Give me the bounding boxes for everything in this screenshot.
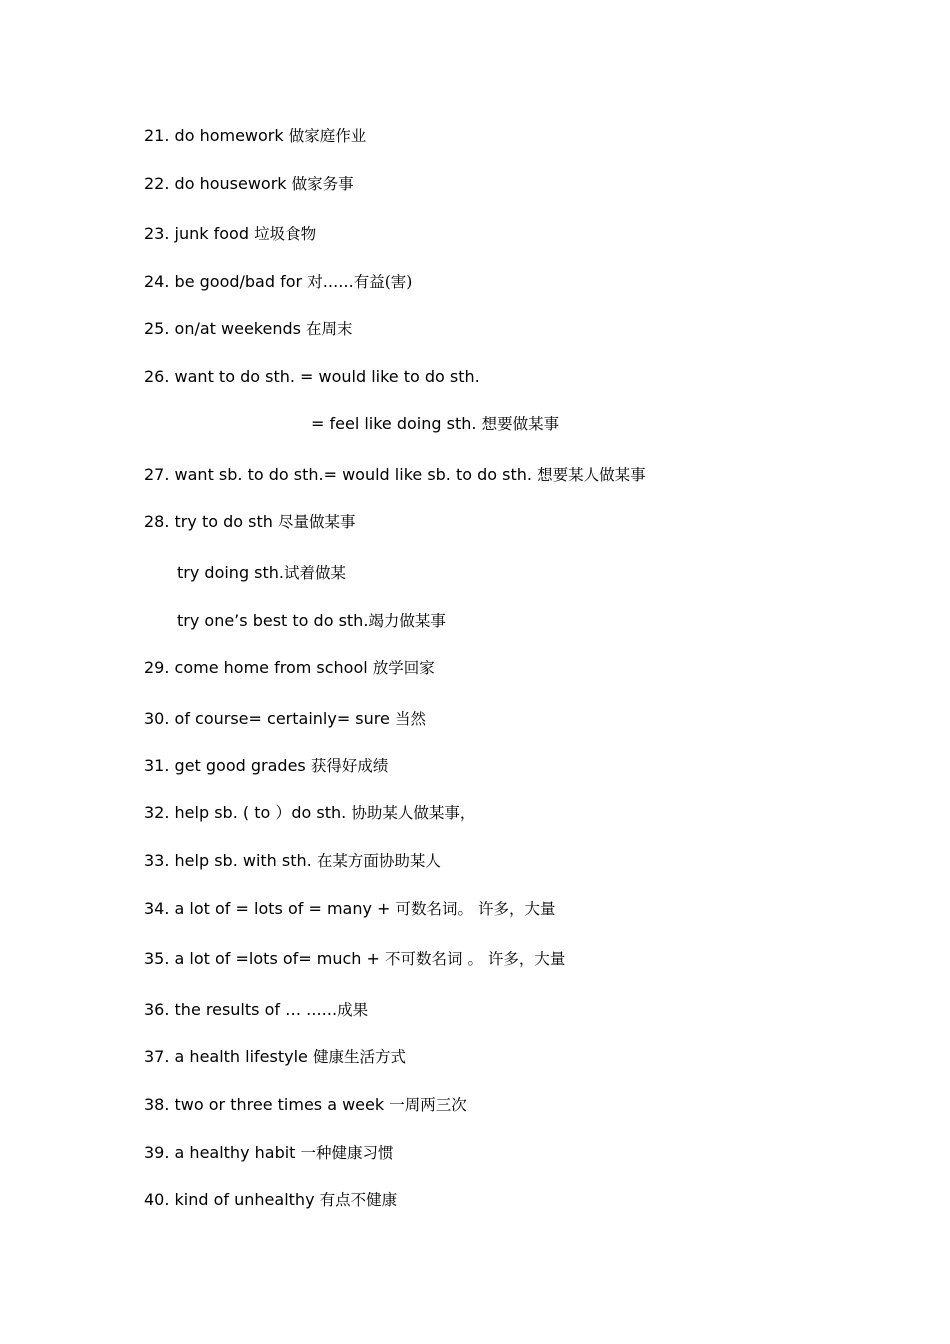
chinese-meaning: 可数名词。 许多，大量 bbox=[395, 900, 556, 918]
vocab-line-38 bbox=[144, 1095, 467, 1115]
chinese-meaning: 获得好成绩 bbox=[310, 757, 389, 775]
chinese-meaning: 在周末 bbox=[306, 320, 353, 338]
chinese-meaning: 放学回家 bbox=[372, 659, 435, 677]
chinese-meaning: 有点不健康 bbox=[319, 1191, 398, 1209]
vocab-line-25 bbox=[144, 319, 353, 339]
english-phrase: 25. on/at weekends bbox=[144, 319, 307, 338]
chinese-meaning: ……成果 bbox=[306, 1001, 369, 1019]
english-phrase: 36. the results of … bbox=[144, 1000, 307, 1019]
vocab-line-34 bbox=[144, 899, 555, 919]
chinese-meaning: 对……有益(害) bbox=[307, 273, 413, 291]
english-phrase: 29. come home from school bbox=[144, 658, 373, 677]
vocab-line-28-sub-1 bbox=[177, 563, 346, 583]
chinese-meaning: 试着做某 bbox=[284, 564, 347, 582]
vocab-line-28-sub-2 bbox=[177, 611, 446, 631]
vocab-line-36 bbox=[144, 1000, 368, 1020]
english-phrase: 35. a lot of =lots of= much + bbox=[144, 949, 386, 968]
english-phrase: 26. want to do sth. = would like to do sth. bbox=[144, 367, 480, 386]
english-phrase: 39. a healthy habit bbox=[144, 1143, 301, 1162]
english-phrase: 24. be good/bad for bbox=[144, 272, 308, 291]
vocab-line-26 bbox=[144, 367, 480, 387]
vocab-line-27 bbox=[144, 465, 646, 485]
english-phrase: = feel like doing sth. bbox=[311, 414, 482, 433]
chinese-meaning: 做家庭作业 bbox=[288, 127, 367, 145]
english-phrase: 37. a health lifestyle bbox=[144, 1047, 313, 1066]
english-phrase: 21. do homework bbox=[144, 126, 289, 145]
english-phrase: try doing sth. bbox=[177, 563, 285, 582]
vocab-line-22 bbox=[144, 174, 354, 194]
english-phrase: try one’s best to do sth. bbox=[177, 611, 369, 630]
vocab-line-23 bbox=[144, 224, 316, 244]
english-phrase: 23. junk food bbox=[144, 224, 255, 243]
chinese-meaning: 想要某人做某事 bbox=[537, 466, 646, 484]
english-phrase: 32. help sb. ( to ）do sth. bbox=[144, 803, 352, 822]
chinese-meaning: 不可数名词 。 许多，大量 bbox=[385, 950, 566, 968]
english-phrase: 38. two or three times a week bbox=[144, 1095, 390, 1114]
chinese-meaning: 一周两三次 bbox=[389, 1096, 467, 1114]
vocab-line-28 bbox=[144, 512, 355, 532]
english-phrase: 28. try to do sth bbox=[144, 512, 278, 531]
vocab-line-33 bbox=[144, 851, 441, 871]
vocab-line-32 bbox=[144, 803, 475, 823]
vocab-line-31 bbox=[144, 756, 388, 776]
chinese-meaning: 尽量做某事 bbox=[277, 513, 356, 531]
english-phrase: 27. want sb. to do sth.= would like sb. to do sth. bbox=[144, 465, 538, 484]
vocab-line-24 bbox=[144, 272, 412, 292]
chinese-meaning: 垃圾食物 bbox=[254, 225, 317, 243]
vocab-line-29 bbox=[144, 658, 435, 678]
vocab-line-26-continued bbox=[311, 414, 559, 434]
vocab-line-30 bbox=[144, 709, 426, 729]
vocab-line-39 bbox=[144, 1143, 394, 1163]
english-phrase: 40. kind of unhealthy bbox=[144, 1190, 320, 1209]
english-phrase: 22. do housework bbox=[144, 174, 292, 193]
vocab-line-40 bbox=[144, 1190, 397, 1210]
vocab-line-21 bbox=[144, 126, 366, 146]
chinese-meaning: 想要做某事 bbox=[481, 415, 560, 433]
chinese-meaning: 做家务事 bbox=[291, 175, 354, 193]
english-phrase: 30. of course= certainly= sure bbox=[144, 709, 395, 728]
chinese-meaning: 当然 bbox=[394, 710, 426, 728]
chinese-meaning: 健康生活方式 bbox=[312, 1048, 406, 1066]
chinese-meaning: 协助某人做某事， bbox=[351, 804, 476, 822]
vocab-line-35 bbox=[144, 949, 565, 969]
chinese-meaning: 一种健康习惯 bbox=[300, 1144, 394, 1162]
english-phrase: 34. a lot of = lots of = many + bbox=[144, 899, 396, 918]
vocab-line-37 bbox=[144, 1047, 406, 1067]
english-phrase: 33. help sb. with sth. bbox=[144, 851, 317, 870]
chinese-meaning: 在某方面协助某人 bbox=[316, 852, 441, 870]
english-phrase: 31. get good grades bbox=[144, 756, 311, 775]
chinese-meaning: 竭力做某事 bbox=[368, 612, 446, 630]
